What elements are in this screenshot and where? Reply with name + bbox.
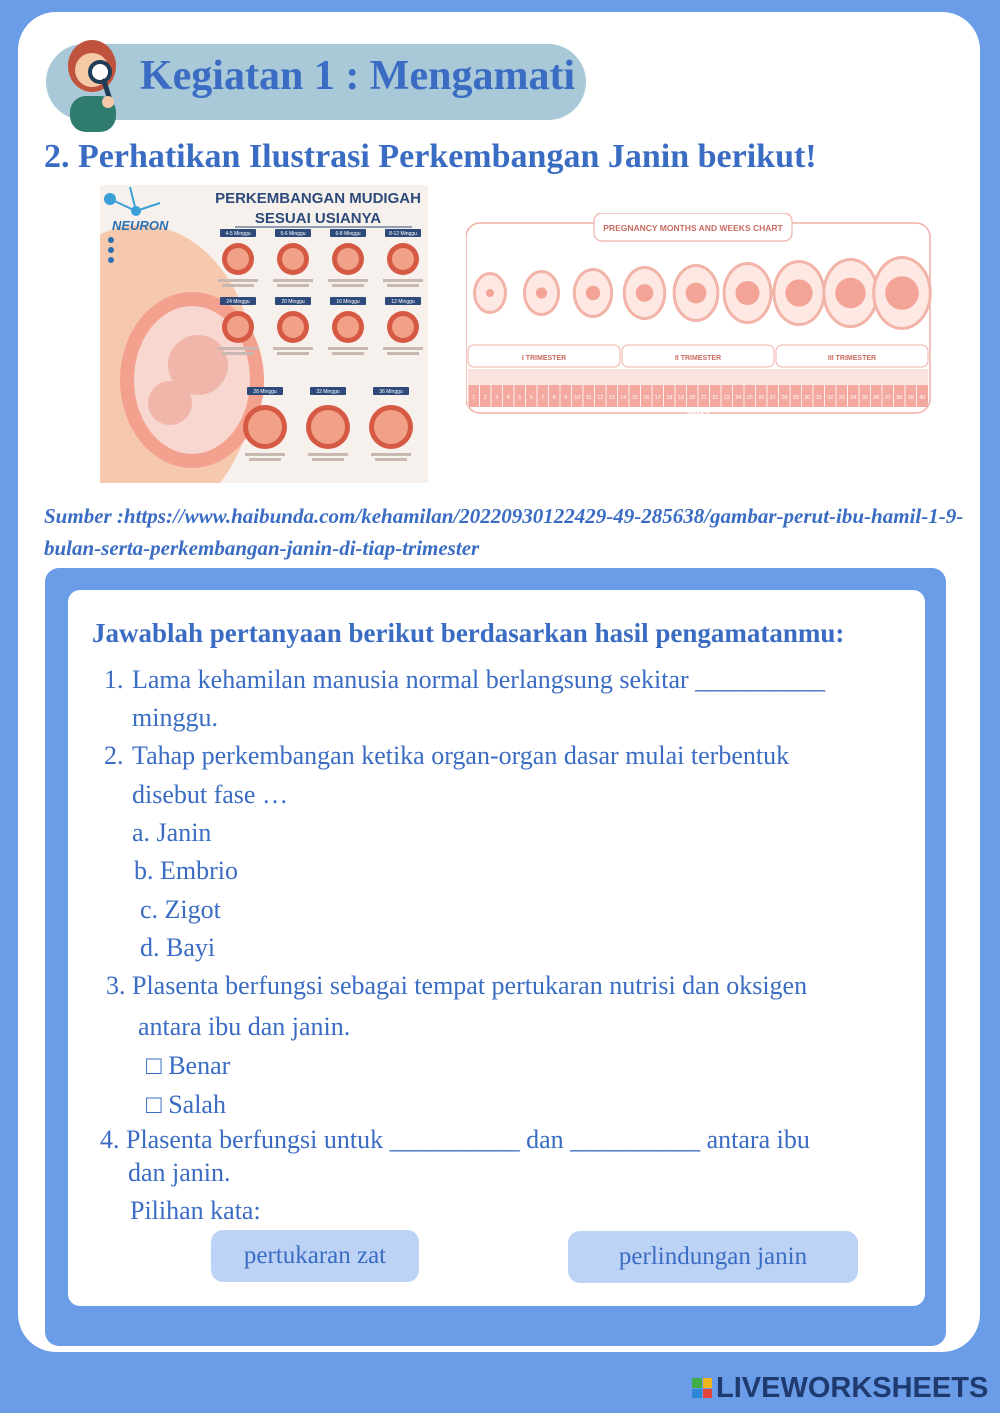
q2-text: Tahap perkembangan ketika organ-organ dasar mulai terbentuk [132,741,790,770]
svg-text:22: 22 [712,395,719,401]
fetus-month-1 [473,272,507,314]
svg-text:32 Minggu: 32 Minggu [316,389,340,395]
stage-2 [273,229,313,287]
svg-text:11: 11 [585,395,592,401]
svg-text:36 Minggu: 36 Minggu [379,389,403,395]
svg-text:23: 23 [723,395,730,401]
svg-text:32: 32 [827,395,834,401]
svg-text:20 Minggu: 20 Minggu [281,299,305,305]
stage-11 [369,387,413,461]
q2-option-c[interactable]: c. Zigot [140,895,221,924]
stage-4 [383,229,423,287]
liveworksheets-icon [692,1378,712,1398]
q1-text-cont: minggu. [132,703,218,732]
q2-option-d[interactable]: d. Bayi [140,933,216,962]
fetus-month-7 [772,260,825,326]
q3-text-cont: antara ibu dan janin. [138,1012,351,1041]
svg-text:24 Minggu: 24 Minggu [226,299,250,305]
infographic-title-2: SESUAI USIANYA [254,210,382,227]
svg-text:8-12 Minggu: 8-12 Minggu [389,231,417,237]
q2-option-b[interactable]: b. Embrio [134,856,238,885]
svg-text:27: 27 [769,395,776,401]
svg-text:18: 18 [666,395,673,401]
liveworksheets-wordmark: LIVEWORKSHEETS [716,1371,989,1404]
svg-text:24: 24 [735,395,742,401]
svg-text:3: 3 [495,395,499,401]
svg-text:31: 31 [815,395,822,401]
trimester-3-label: III TRIMESTER [827,355,877,362]
svg-text:21: 21 [700,395,707,401]
fetus-month-9 [872,256,932,330]
q4-choices-label: Pilihan kata: [130,1196,261,1225]
instruction-heading: 2. Perhatikan Ilustrasi Perkembangan Janin berikut! [44,138,817,175]
svg-text:6: 6 [529,395,533,401]
svg-text:12 Minggu: 12 Minggu [391,299,415,305]
trimester-1-label: I TRIMESTER [521,355,567,362]
fetus-month-8 [822,258,878,328]
svg-text:39: 39 [907,395,914,401]
q1-number: 1. [104,665,124,694]
svg-text:26: 26 [758,395,765,401]
infographic-title-1: PERKEMBANGAN MUDIGAH [215,190,421,207]
svg-text:5: 5 [518,395,522,401]
svg-text:4-5 Minggu: 4-5 Minggu [225,231,251,237]
weeks-label: WEEKS [686,411,710,417]
svg-text:10: 10 [574,395,581,401]
liveworksheets-logo [692,1372,988,1404]
svg-text:16 Minggu: 16 Minggu [336,299,360,305]
svg-text:19: 19 [677,395,684,401]
svg-text:17: 17 [654,395,661,401]
svg-text:37: 37 [884,395,891,401]
svg-text:14: 14 [620,395,627,401]
stage-5 [383,297,423,355]
source-citation[interactable]: Sumber :https://www.haibunda.com/kehamilan/20220930122429-49-285638/gambar-perut-ibu-hamil-1-9-bulan-serta-perkembangan-janin-di-tiap-trimester [44,504,964,560]
svg-text:33: 33 [838,395,845,401]
svg-text:40: 40 [919,395,926,401]
svg-text:13: 13 [608,395,615,401]
embryo-development-infographic [100,185,428,483]
choice-pertukaran-zat[interactable]: pertukaran zat [211,1230,419,1282]
svg-text:1: 1 [472,395,476,401]
q2-number: 2. [104,741,124,770]
infographic-brand: NEURON [112,218,169,233]
question-heading: Jawablah pertanyaan berikut berdasarkan hasil pengamatanmu: [92,618,845,648]
svg-text:6-8 Minggu: 6-8 Minggu [335,231,361,237]
svg-text:15: 15 [631,395,638,401]
q4-text: 4. Plasenta berfungsi untuk __________ dan __________ antara ibu [100,1125,810,1154]
svg-text:30: 30 [804,395,811,401]
svg-text:9: 9 [564,395,568,401]
svg-text:16: 16 [643,395,650,401]
svg-text:25: 25 [746,395,753,401]
q1-text: Lama kehamilan manusia normal berlangsung sekitar __________ [132,665,826,694]
stage-3 [328,229,368,287]
svg-text:36: 36 [873,395,880,401]
svg-text:12: 12 [597,395,604,401]
q4-text-cont: dan janin. [128,1158,231,1187]
student-magnifier-icon [52,36,144,132]
chart-title: PREGNANCY MONTHS AND WEEKS CHART [603,223,783,233]
fetus-month-2 [523,270,560,316]
svg-text:38: 38 [896,395,903,401]
q3-option-false[interactable]: □ Salah [146,1090,226,1119]
stage-7 [273,297,313,355]
q3-option-true[interactable]: □ Benar [146,1051,231,1080]
svg-text:7: 7 [541,395,545,401]
neuron-logo [104,187,160,216]
fetus-month-4 [623,266,667,320]
stage-6 [328,297,368,355]
fetus-month-3 [573,268,613,318]
stage-10 [306,387,350,461]
q2-text-cont: disebut fase … [132,780,288,809]
svg-text:20: 20 [689,395,696,401]
fetus-month-6 [723,262,773,324]
q2-option-a[interactable]: a. Janin [132,818,212,847]
choice-perlindungan-janin[interactable]: perlindungan janin [568,1231,858,1283]
svg-text:4: 4 [506,395,510,401]
svg-text:8: 8 [552,395,556,401]
trimester-2-label: II TRIMESTER [674,355,722,362]
q3-text: 3. Plasenta berfungsi sebagai tempat pertukaran nutrisi dan oksigen [106,971,808,1000]
pregnancy-weeks-chart [466,213,932,423]
svg-text:28: 28 [781,395,788,401]
svg-text:34: 34 [850,395,857,401]
svg-text:35: 35 [861,395,868,401]
svg-text:28 Minggu: 28 Minggu [253,389,277,395]
fetus-month-5 [673,264,720,322]
svg-text:2: 2 [483,395,487,401]
activity-title: Kegiatan 1 : Mengamati [140,53,576,99]
svg-text:5-6 Minggu: 5-6 Minggu [280,231,306,237]
svg-text:29: 29 [792,395,799,401]
